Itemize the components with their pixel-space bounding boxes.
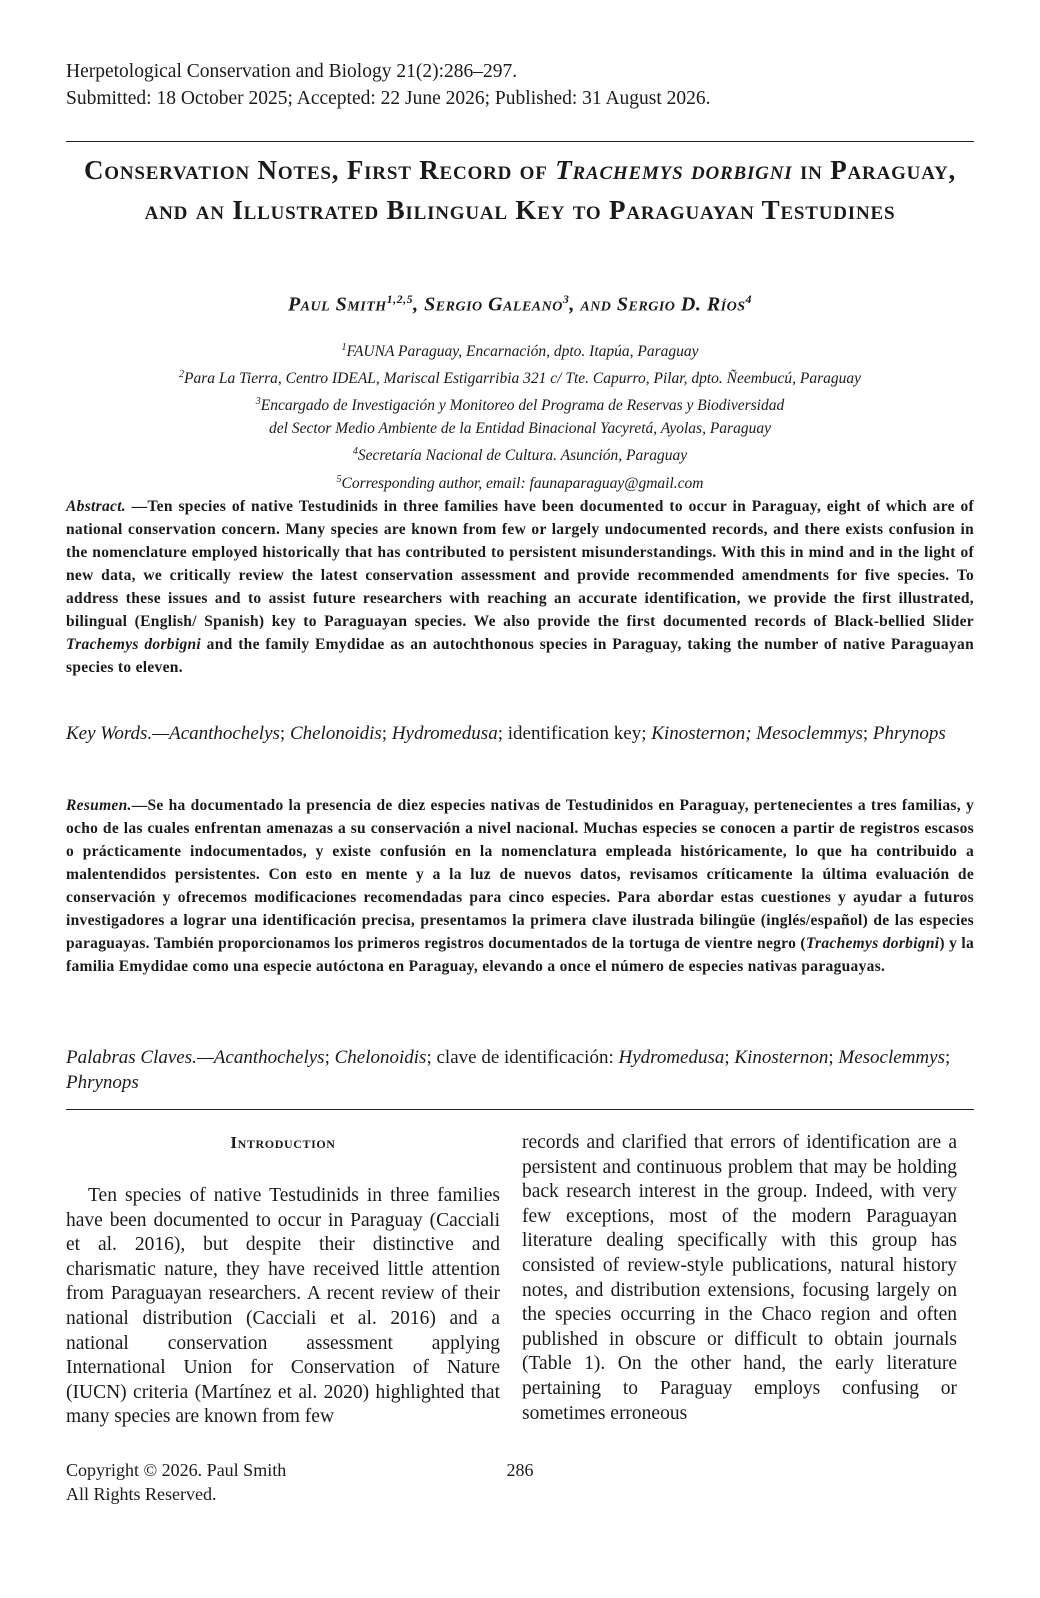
abstract bbox=[66, 495, 974, 679]
affiliation-line bbox=[60, 468, 980, 495]
keyword-separator: ; bbox=[279, 723, 290, 744]
keyword-item: Kinosternon; bbox=[651, 723, 752, 744]
author-name: Sergio D. Ríos bbox=[616, 293, 746, 316]
title-part-2: in Paraguay, and an Illustrated Bilingual Key to Paraguayan Testudines bbox=[144, 155, 957, 225]
author-affil-marker: 1,2,5 bbox=[386, 292, 414, 306]
abstract-text-1: —Ten species of native Testudinids in three families have been documented to occur in Paraguay, eight of which are of national conservation concern. Many species are known from few or largely undocumented records, and there exists confusion in the nomenclature employed historically that has contributed to persistent misunderstandings. With this in mind and in the light of new data, we critically review the latest conservation assessment and provide recommended amendments for five species. To address these issues and to assist future researchers with reaching an accurate identification, we provide the first illustrated, bilingual (English/ Spanish) key to Paraguayan species. We also provide the first documented records of Black-bellied Slider bbox=[66, 498, 974, 630]
affil-text: Para La Tierra, Centro IDEAL, Mariscal Estigarribia 321 c/ Tte. Capurro, Pilar, dpto. Ñeembucú, Paraguay bbox=[184, 370, 861, 388]
keyword-item: Mesoclemmys bbox=[838, 1047, 945, 1068]
keyword-separator: ; bbox=[724, 1047, 735, 1068]
key-words bbox=[66, 721, 974, 746]
resumen-text-2: ) y la familia Emydidae como una especie autóctona en Paraguay, elevando a once el número de especies nativas paraguayas. bbox=[66, 935, 975, 975]
affil-text: Secretaría Nacional de Cultura. Asunción, Paraguay bbox=[357, 447, 688, 465]
author-affil-marker: 3 bbox=[562, 292, 570, 306]
affiliation-line bbox=[60, 336, 980, 363]
affil-text: Corresponding author, email: faunaparaguay@gmail.com bbox=[341, 474, 704, 492]
keyword-item: clave de identificación: bbox=[436, 1047, 619, 1068]
abstract-text-2: and the family Emydidae as an autochthonous species in Paraguay, taking the number of native Paraguayan species to eleven. bbox=[66, 636, 975, 676]
affil-text: Encargado de Investigación y Monitoreo del Programa de Reservas y Biodiversidad bbox=[260, 397, 785, 415]
keyword-item: Acanthochelys bbox=[169, 723, 280, 744]
affil-marker: 4 bbox=[352, 446, 358, 458]
keyword-separator: ; bbox=[497, 723, 508, 744]
keyword-separator: ; bbox=[324, 1047, 335, 1068]
keyword-item: Chelonoidis bbox=[289, 723, 382, 744]
keyword-separator: ; bbox=[381, 723, 392, 744]
resumen bbox=[66, 794, 974, 978]
journal-header bbox=[66, 58, 711, 112]
affil-text: del Sector Medio Ambiente de la Entidad Binacional Yacyretá, Ayolas, Paraguay bbox=[269, 420, 771, 438]
affiliations bbox=[60, 336, 980, 495]
affil-marker: 2 bbox=[179, 369, 184, 381]
title-species: Trachemys dorbigni bbox=[555, 155, 793, 185]
keyword-item: Kinosternon bbox=[734, 1047, 829, 1068]
author-name: Paul Smith bbox=[287, 293, 387, 316]
affil-marker: 5 bbox=[336, 473, 342, 485]
author-name: Sergio Galeano bbox=[424, 293, 563, 316]
section-heading-introduction: Introduction bbox=[230, 1133, 336, 1152]
keyword-item: Mesoclemmys bbox=[756, 723, 863, 744]
body-column-left bbox=[66, 1130, 500, 1430]
affiliation-line bbox=[60, 417, 980, 440]
keywords-label: Key Words.— bbox=[66, 723, 170, 744]
affil-text: FAUNA Paraguay, Encarnación, dpto. Itapúa, Paraguay bbox=[346, 343, 699, 361]
header-rule bbox=[66, 141, 974, 142]
author-affil-marker: 4 bbox=[745, 292, 753, 306]
keyword-separator: ; bbox=[641, 723, 652, 744]
keyword-item: Hydromedusa bbox=[391, 723, 498, 744]
copyright-line: Copyright © 2026. Paul Smith bbox=[66, 1460, 287, 1480]
resumen-label: Resumen. bbox=[66, 797, 132, 814]
body-column-right bbox=[522, 1131, 957, 1426]
paper-title bbox=[60, 150, 980, 230]
keyword-separator: ; bbox=[828, 1047, 839, 1068]
keyword-separator: ; bbox=[426, 1047, 437, 1068]
intro-paragraph: Ten species of native Testudinids in three families have been documented to occur in Paraguay (Cacciali et al. 2016), but despite their distinctive and charismatic nature, they have received little attention from Paraguayan researchers. A recent review of their national distribution (Cacciali et al. 2016) and a national conservation assessment applying International Union for Conservation of Nature (IUCN) criteria (Martínez et al. 2020) highlighted that many species are known from few bbox=[66, 1185, 500, 1428]
abstract-species: Trachemys dorbigni bbox=[66, 636, 202, 653]
palabras-claves bbox=[66, 1045, 974, 1095]
affiliation-line bbox=[60, 440, 980, 467]
author-list bbox=[60, 285, 980, 319]
resumen-text-1: —Se ha documentado la presencia de diez especies nativas de Testudinidos en Paraguay, pertenecientes a tres familias, y ocho de las cuales enfrentan amenazas a su conservación a nivel nacional. Muchas especies se conocen a partir de registros escasos o prácticamente indocumentados, y existe confusión en la nomenclatura empleada históricamente, lo que ha contribuido a malentendidos persistentes. Con esto en mente y a la luz de nuevos datos, revisamos críticamente la última evaluación de conservación y ofrecemos modificaciones recomendadas para cinco especies. Para abordar estas cuestiones y ayudar a futuros investigadores a lograr una identificación precisa, presentamos la primera clave ilustrada bilingüe (inglés/español) de las especies paraguayas. También proporcionamos los primeros registros documentados de la tortuga de vientre negro ( bbox=[66, 797, 974, 952]
resumen-species: Trachemys dorbigni bbox=[805, 935, 940, 952]
keyword-separator: ; bbox=[944, 1047, 951, 1068]
keyword-item: Acanthochelys bbox=[213, 1047, 325, 1068]
keyword-item: Chelonoidis bbox=[334, 1047, 427, 1068]
rights-line: All Rights Reserved. bbox=[66, 1484, 217, 1504]
author-separator: , and bbox=[569, 293, 617, 316]
author-separator: , bbox=[413, 293, 425, 316]
keyword-item: identification key bbox=[507, 723, 642, 744]
section-rule bbox=[66, 1109, 974, 1110]
keyword-item: Hydromedusa bbox=[618, 1047, 725, 1068]
intro-paragraph-continued: records and clarified that errors of identification are a persistent and continuous problem that may be holding back research interest in the group. Indeed, with very few exceptions, most of the modern Paraguayan literature dealing specifically with this group has consisted of review-style publications, natural history notes, and distribution extensions, focusing largely on the species occurring in the Chaco region and often published in obscure or difficult to obtain journals (Table 1). On the other hand, the early literature pertaining to Paraguay employs confusing or sometimes erroneous bbox=[522, 1132, 957, 1424]
journal-dates: Submitted: 18 October 2025; Accepted: 22 June 2026; Published: 31 August 2026. bbox=[66, 88, 711, 109]
title-part-1: Conservation Notes, First Record of bbox=[83, 155, 556, 185]
affil-marker: 1 bbox=[341, 342, 347, 353]
affiliation-line bbox=[60, 363, 980, 390]
affiliation-line bbox=[60, 390, 980, 417]
page-number: 286 bbox=[506, 1460, 534, 1480]
affil-marker: 3 bbox=[255, 396, 261, 408]
abstract-label: Abstract. bbox=[66, 498, 126, 515]
journal-citation: Herpetological Conservation and Biology 21(2):286–297. bbox=[66, 61, 518, 82]
keyword-separator: ; bbox=[862, 723, 873, 744]
palabras-label: Palabras Claves.— bbox=[66, 1047, 214, 1068]
keyword-item: Phrynops bbox=[872, 723, 946, 744]
keyword-item: Phrynops bbox=[66, 1072, 139, 1093]
keywords-list bbox=[169, 723, 946, 744]
copyright-notice bbox=[66, 1458, 286, 1506]
